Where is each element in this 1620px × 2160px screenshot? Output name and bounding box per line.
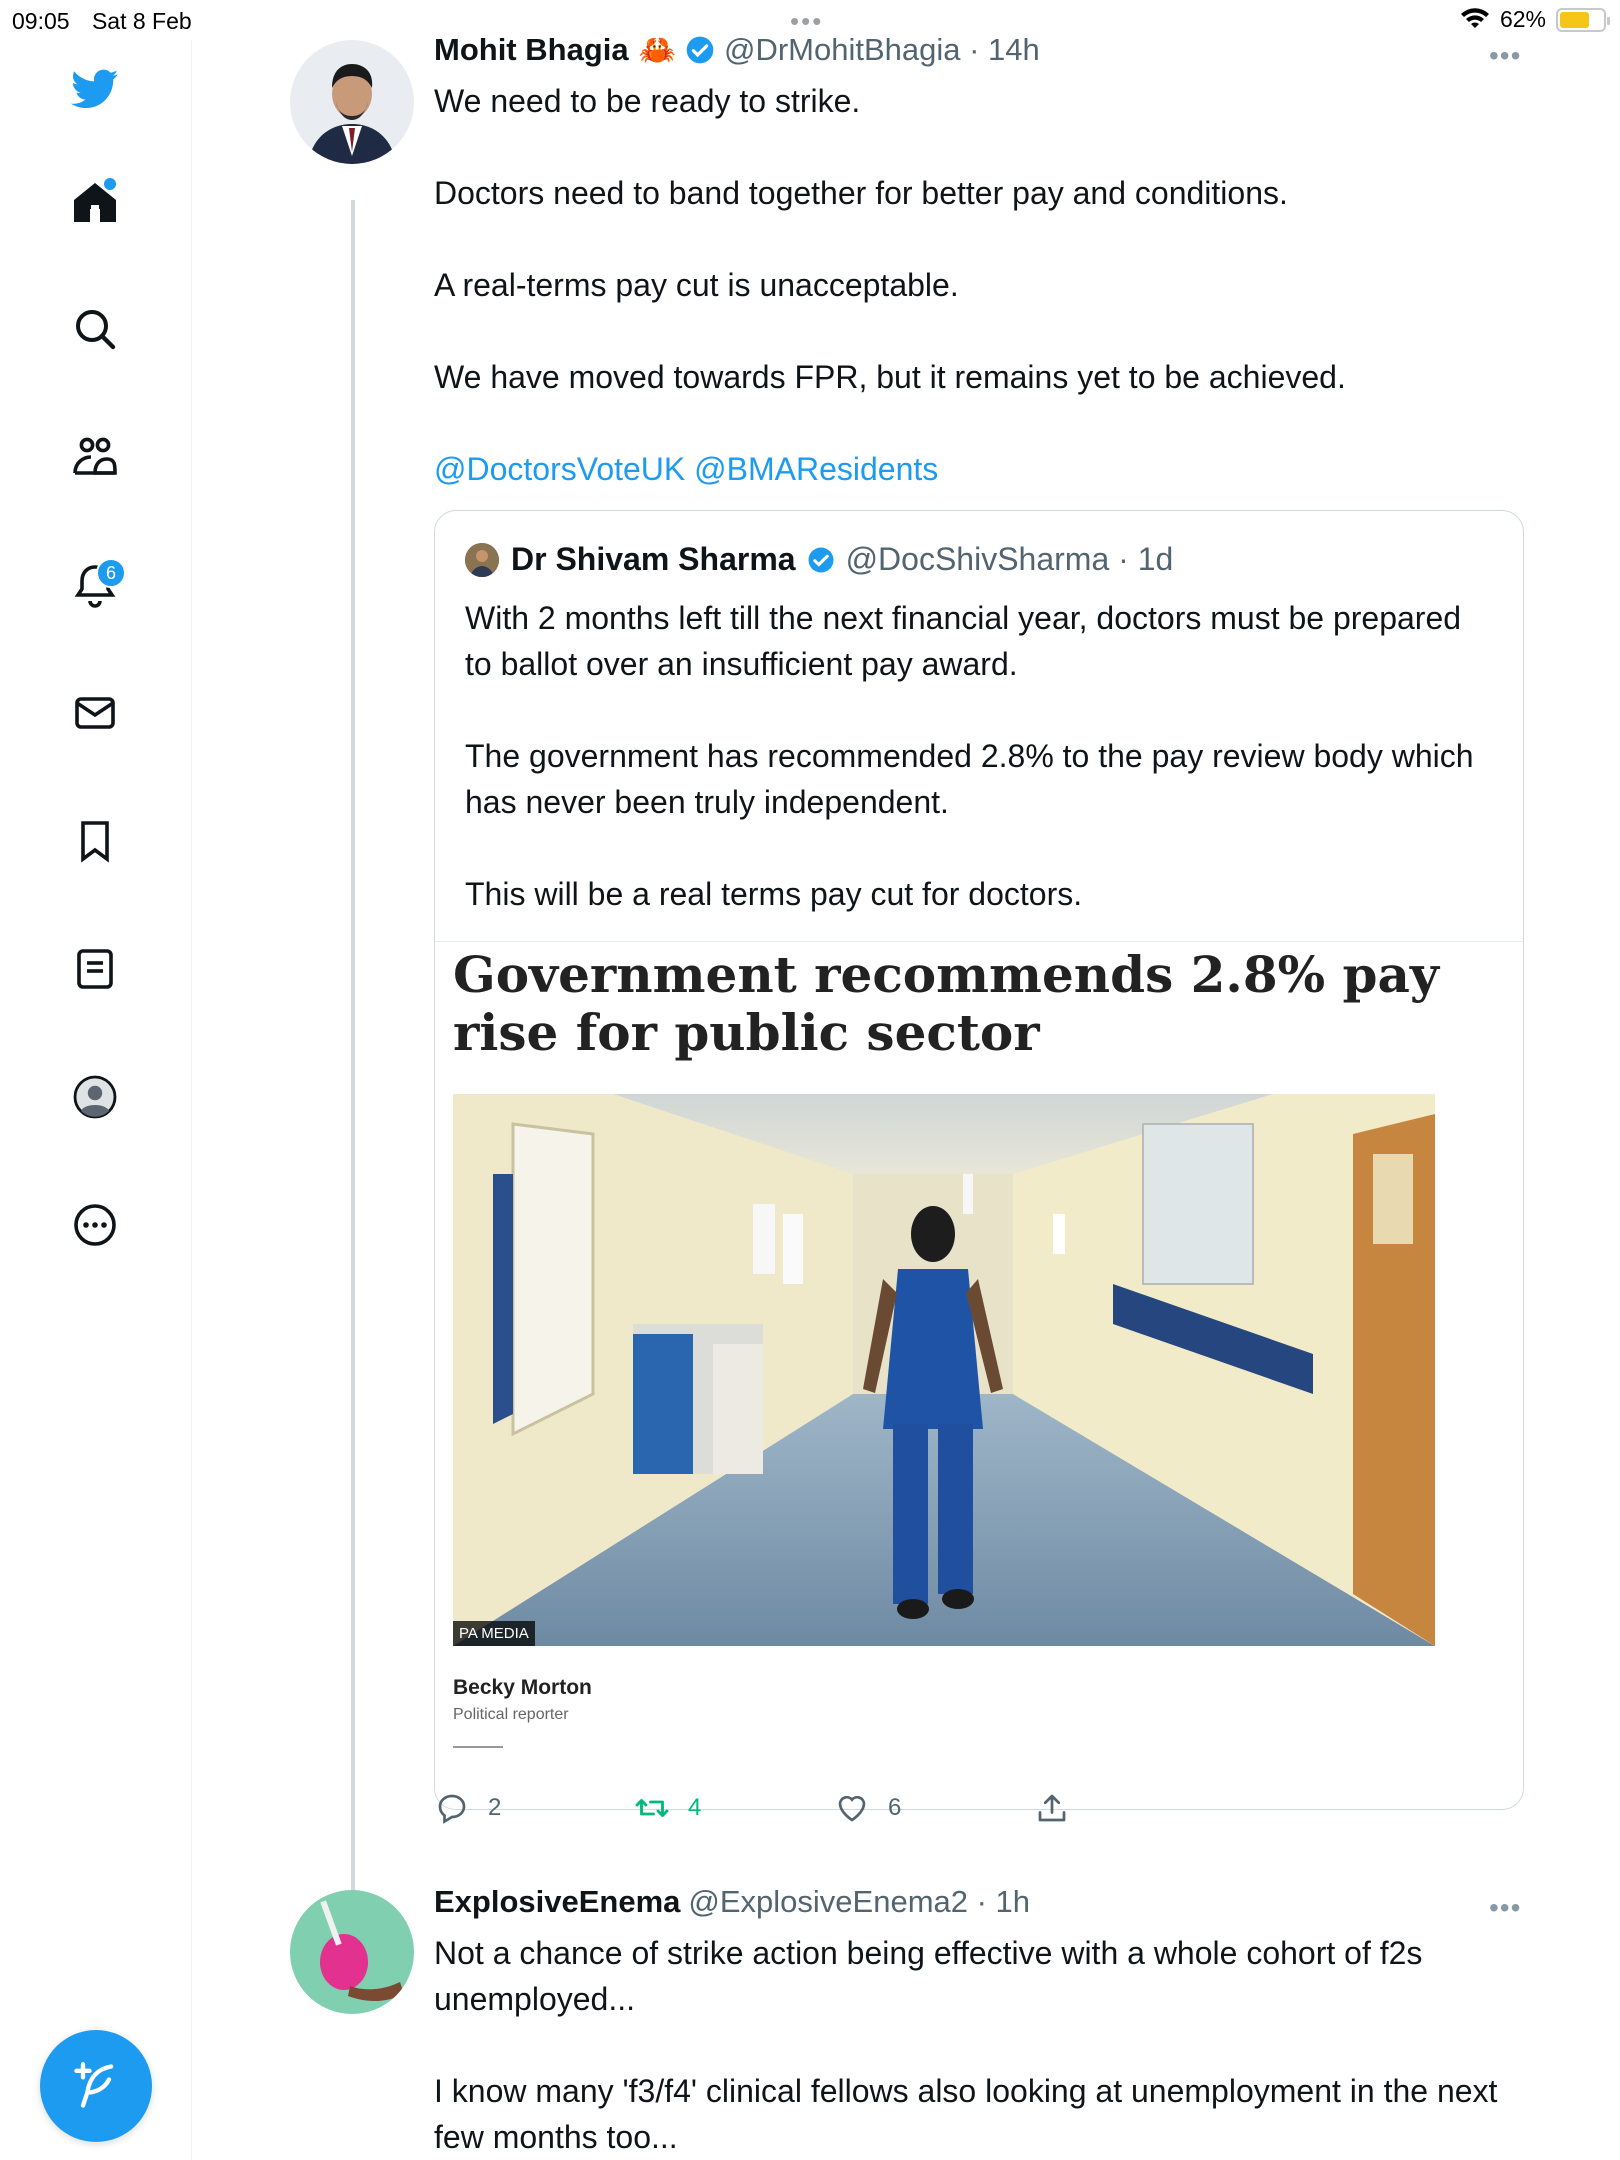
status-date: Sat 8 Feb [91, 8, 192, 34]
article-author: Becky Morton [453, 1676, 592, 1699]
article-headline: Government recommends 2.8% pay rise for public sector [453, 945, 1439, 1062]
retweet-count: 4 [688, 1794, 702, 1821]
tweet1-more-menu[interactable]: ••• [1489, 40, 1522, 71]
heart-icon [834, 1790, 870, 1826]
avatar-shivam-sharma[interactable] [465, 543, 499, 577]
compose-feather-icon [70, 2060, 122, 2112]
verified-badge-icon [684, 34, 716, 66]
quoted-paragraph: The government has recommended 2.8% to the pay review body which has never been truly independent. [465, 738, 1474, 820]
compose-tweet-button[interactable] [40, 2030, 152, 2142]
thread-connector [351, 200, 355, 1930]
hospital-corridor-photo [453, 1094, 1435, 1646]
like-count: 6 [888, 1794, 902, 1821]
tweet1-author-name[interactable]: Mohit Bhagia [434, 32, 629, 67]
reply-button[interactable] [434, 1790, 501, 1826]
profile-icon[interactable] [66, 1068, 124, 1126]
communities-icon[interactable] [66, 428, 124, 486]
quoted-tweet-body [465, 595, 1495, 963]
reply-icon [434, 1790, 470, 1826]
tweet1-handle-time[interactable]: @DrMohitBhagia · 14h [723, 32, 1040, 67]
tweet2-paragraph: Not a chance of strike action being effective with a whole cohort of f2s unemployed... [434, 1935, 1423, 2017]
share-icon [1034, 1790, 1070, 1826]
retweet-icon [634, 1790, 670, 1826]
tweet1-header [434, 32, 1040, 68]
tweet2-header [434, 1884, 1030, 1920]
sidebar [0, 40, 192, 2160]
quoted-author-name: Dr Shivam Sharma [511, 541, 796, 577]
quoted-paragraph: This will be a real terms pay cut for doctors. [465, 876, 1083, 912]
share-button[interactable] [1034, 1790, 1070, 1826]
avatar-explosive-enema[interactable] [290, 1890, 414, 2014]
status-time: 09:05 [12, 8, 70, 34]
notifications-badge: 6 [96, 558, 126, 588]
home-icon[interactable] [66, 174, 124, 232]
status-time-date [12, 8, 208, 35]
quoted-tweet-header [465, 541, 1173, 578]
tweet2-handle-time[interactable]: @ExplosiveEnema2 · 1h [688, 1884, 1031, 1919]
tweet1-actions [434, 1790, 1524, 1840]
quoted-tweet-card[interactable] [434, 510, 1524, 1810]
crab-emoji-icon: 🦀 [638, 33, 676, 67]
status-right [1460, 6, 1606, 33]
quoted-paragraph: With 2 months left till the next financial year, doctors must be prepared to ballot over an insufficient pay award. [465, 600, 1462, 682]
tweet2-more-menu[interactable]: ••• [1489, 1892, 1522, 1923]
tweet1-paragraph: A real-terms pay cut is unacceptable. [434, 267, 959, 303]
lists-icon[interactable] [66, 940, 124, 998]
photo-credit: PA MEDIA [453, 1621, 535, 1646]
tweet1-body [434, 78, 1524, 538]
like-button[interactable] [834, 1790, 901, 1826]
tweet1-paragraph: Doctors need to band together for better pay and conditions. [434, 175, 1288, 211]
home-unread-dot [104, 178, 116, 190]
bookmarks-icon[interactable] [66, 812, 124, 870]
tweet2-body [434, 1930, 1524, 2160]
tweet1-paragraph: We need to be ready to strike. [434, 83, 861, 119]
quoted-handle-time: @DocShivSharma · 1d [845, 541, 1174, 577]
search-icon[interactable] [66, 300, 124, 358]
article-screenshot[interactable] [435, 941, 1524, 1810]
timeline [193, 32, 1620, 2160]
verified-badge-icon [806, 545, 836, 575]
tweet2-paragraph: I know many 'f3/f4' clinical fellows also looking at unemployment in the next few months too... [434, 2073, 1498, 2155]
tweet1-mentions[interactable]: @DoctorsVoteUK @BMAResidents [434, 451, 939, 487]
tweet1-paragraph: We have moved towards FPR, but it remains yet to be achieved. [434, 359, 1346, 395]
retweet-button[interactable] [634, 1790, 701, 1826]
article-author-role: Political reporter [453, 1706, 569, 1723]
tweet2-author-name[interactable]: ExplosiveEnema [434, 1884, 681, 1919]
more-icon[interactable] [66, 1196, 124, 1254]
reply-count: 2 [488, 1794, 502, 1821]
article-divider [453, 1746, 503, 1748]
notifications-icon[interactable] [66, 556, 124, 614]
battery-icon [1556, 8, 1606, 32]
wifi-icon [1460, 8, 1490, 32]
battery-percent: 62% [1499, 6, 1546, 32]
avatar-mohit-bhagia[interactable] [290, 40, 414, 164]
multitasking-dots[interactable]: ••• [790, 6, 824, 36]
messages-icon[interactable] [66, 684, 124, 742]
twitter-logo-icon[interactable] [66, 60, 124, 118]
